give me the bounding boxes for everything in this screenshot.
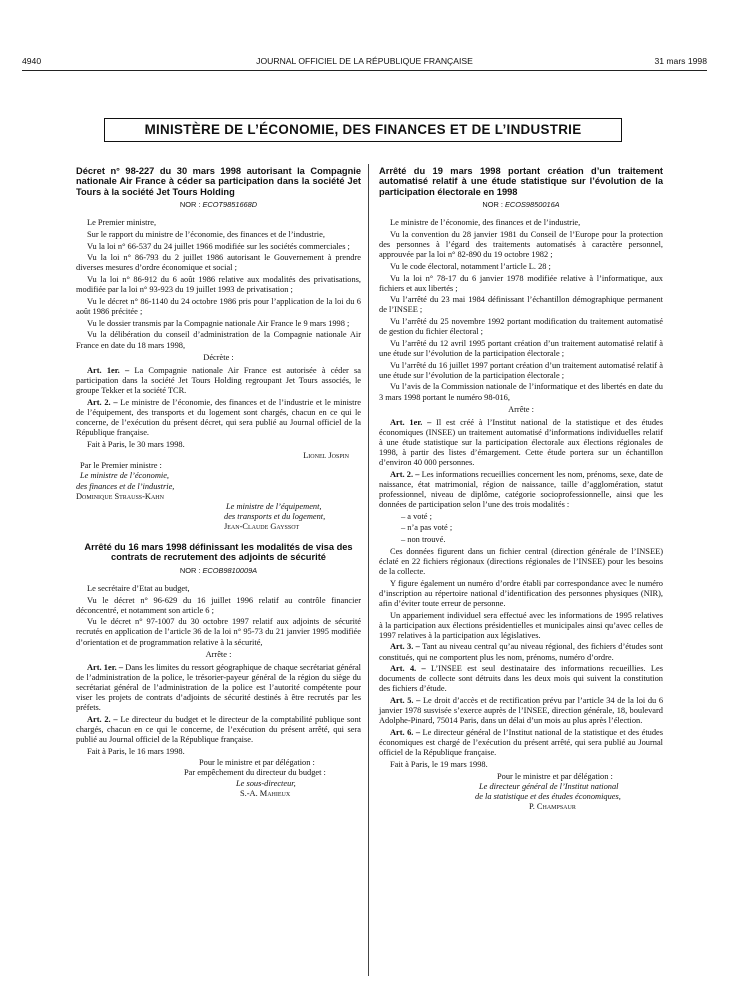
nor-reference: NOR : ECOB9810009A	[179, 565, 258, 575]
decree-intro: Le ministre de l’économie, des finances et de l’industrie,	[390, 218, 581, 228]
decree-intro: Le secrétaire d’Etat au budget,	[87, 583, 190, 593]
decree-formula: Décrète :	[203, 352, 234, 362]
decree-intro: Vu la loi n° 86-912 du 6 août 1986 relative aux modalités des privatisations, modifiée par la loi n° 93-923 du 19 juillet 1993 de privatisation ;	[76, 275, 361, 295]
article: Art. 2. – Le ministre de l’économie, des finances et de l’industrie et le ministre de l’équipement, des transports et du logement sont chargés, chacun en ce qui le concerne, de l’exécution du présent décret, qui sera publié au Journal officiel de la République française.	[76, 397, 361, 437]
signature-line: Par empêchement du directeur du budget :	[184, 768, 326, 778]
column-divider	[368, 164, 369, 976]
signature-line: Le sous-directeur,	[236, 778, 296, 788]
signature-line: des finances et de l’industrie,	[76, 481, 175, 491]
signature-line: Le directeur général de l’Institut national	[479, 781, 619, 791]
decree-intro: Vu le décret n° 97-1007 du 30 octobre 1997 relatif aux adjoints de sécurité recrutés en application de l’article 36 de la loi n° 95-73 du 21 janvier 1995 modifiée d’orientation et de programmation relative à la sécurité,	[76, 617, 361, 647]
signature-name: Jean-Claude Gayssot	[224, 521, 300, 531]
decree-intro: Sur le rapport du ministre de l’économie, des finances et de l’industrie,	[87, 230, 325, 239]
decree-intro: Vu la loi n° 86-793 du 2 juillet 1986 autorisant le Gouvernement à prendre diverses mesures d’ordre économique et social ;	[76, 253, 361, 273]
article: Art. 2. – Le directeur du budget et le directeur de la comptabilité publique sont chargés, chacun en ce qui le concerne, de l’exécution du présent arrêté, qui sera publié au Journal officiel de la République française.	[76, 714, 361, 744]
ministry-banner: MINISTÈRE DE L’ÉCONOMIE, DES FINANCES ET DE L’INDUSTRIE	[104, 118, 622, 142]
modality-item: – non trouvé.	[401, 535, 446, 545]
decree-intro: Vu l’arrêté du 23 mai 1984 définissant l’échantillon démographique permanent de l’INSEE ;	[379, 295, 663, 315]
signature-name: S.-A. Mahieux	[240, 788, 291, 798]
signature-name: Lionel Jospin	[303, 451, 349, 461]
decree-intro: Vu la loi n° 78-17 du 6 janvier 1978 modifiée relative à l’informatique, aux fichiers et aux libertés ;	[379, 273, 663, 293]
decree-intro: Vu la loi n° 66-537 du 24 juillet 1966 modifiée sur les sociétés commerciales ;	[87, 241, 350, 251]
modality-item: – n’a pas voté ;	[401, 523, 453, 533]
article: Art. 2. – Les informations recueillies concernent les nom, prénoms, sexe, date de naissance, état matrimonial, région de naissance, taille d’agglomération, statut professionnel, niveau de diplôme, catégorie socioprofessionnelle, ainsi que les données de participation selon l’une des trois modalités :	[379, 469, 664, 510]
nor-reference: NOR : ECOT9851668D	[179, 200, 258, 210]
decree-title: Décret n° 98-227 du 30 mars 1998 autorisant la Compagnie nationale Air France à céder sa participation dans la société Jet Tours à la société Jet Tours Holding	[76, 166, 361, 197]
article: Art. 5. – Le droit d’accès et de rectification prévu par l’article 34 de la loi du 6 janvier 1978 susvisée s’exerce auprès de l’INSEE, direction générale, 18, boulevard Adolphe-Pinard, 75014 Paris, dans un délai d’un mois au plus après l’élection.	[379, 696, 664, 726]
decree-intro: Vu le décret n° 96-629 du 16 juillet 1996 relatif au contrôle financier déconcentré, et notamment son article 6 ;	[76, 595, 361, 615]
signature-name: Dominique Strauss-Kahn	[76, 491, 164, 501]
decree-formula: Arrête :	[205, 649, 232, 659]
signature-line: Pour le ministre et par délégation :	[497, 771, 613, 781]
article: Art. 1er. – La Compagnie nationale Air France est autorisée à céder sa participation dans la société Jet Tours Holding regroupant Jet Tours associés, le groupe Tekker et la société TCR.	[76, 365, 361, 395]
decree-intro: Vu la convention du 28 janvier 1981 du Conseil de l’Europe pour la protection des personnes à l’égard des traitements automatisés à caractère personnel, approuvée par la loi n° 82-890 du 19 octobre 1982 ;	[379, 230, 663, 260]
decree-intro: Vu la délibération du conseil d’administration de la Compagnie nationale Air France en date du 18 mars 1998,	[76, 330, 361, 350]
signature-line: Le ministre de l’économie,	[80, 471, 170, 481]
article: Art. 6. – Le directeur général de l’Institut national de la statistique et des études économiques est chargé de l’exécution du présent arrêté, qui sera publié au Journal officiel de la République française.	[379, 728, 663, 758]
decree-intro: Vu le code électoral, notamment l’article L. 28 ;	[390, 261, 551, 271]
article: Art. 4. – L’INSEE est seul destinataire des informations recueillies. Les documents de collecte sont détruits dans les deux mois qui suivent la constitution des fichiers d’étude.	[379, 664, 663, 694]
done-at: Fait à Paris, le 19 mars 1998.	[390, 759, 488, 769]
decree-title: Arrêté du 19 mars 1998 portant création d’un traitement automatisé relatif à une étude statistique sur l’évolution de la participation électorale en 1998	[379, 166, 663, 197]
decree-intro: Le Premier ministre,	[87, 218, 157, 228]
modality-item: – a voté ;	[401, 511, 432, 521]
journal-title: JOURNAL OFFICIEL DE LA RÉPUBLIQUE FRANÇAISE	[256, 56, 473, 66]
issue-date: 31 mars 1998	[654, 56, 707, 66]
decree-intro: Vu l’avis de la Commission nationale de l’informatique et des libertés en date du 3 mars 1998 portant le numéro 98-016,	[379, 382, 663, 402]
signature-line: des transports et du logement,	[224, 511, 326, 521]
decree-intro: Vu l’arrêté du 16 juillet 1997 portant création d’un traitement automatisé relatif à une étude sur l’évolution de la participation électorale ;	[379, 360, 663, 380]
page-header	[22, 56, 707, 70]
signature-line: Le ministre de l’équipement,	[226, 501, 322, 511]
signature-line: Pour le ministre et par délégation :	[199, 758, 315, 768]
decree-intro: Vu l’arrêté du 12 avril 1995 portant création d’un traitement automatisé relatif à une étude sur l’évolution de la participation électorale ;	[379, 338, 663, 358]
header-rule	[22, 70, 707, 71]
article-paragraph: Y figure également un numéro d’ordre établi par correspondance avec le numéro d’inscription au répertoire national d’identification des personnes physiques (NIR), afin d’éviter toute erreur de personne.	[379, 578, 663, 608]
article: Art. 1er. – Il est créé à l’Institut national de la statistique et des études économiques (INSEE) un traitement automatisé d’informations individuelles relatif à une étude statistique sur la participation électorale aux élections régionales de 1998, à partir des listes d’émargement. Cette étude portera sur un échantillon d’environ 40 000 personnes.	[379, 417, 664, 468]
signature-line: Par le Premier ministre :	[80, 461, 162, 471]
decree-intro: Vu le décret n° 86-1140 du 24 octobre 1986 pris pour l’application de la loi du 6 août 1986 précitée ;	[76, 296, 361, 317]
decree-intro: Vu le dossier transmis par la Compagnie nationale Air France le 9 mars 1998 ;	[87, 318, 350, 328]
article-paragraph: Ces données figurent dans un fichier central (direction générale de l’INSEE) éclaté en 22 fichiers régionaux (directions régionales de l’INSEE) pour les besoins de la collecte.	[379, 546, 663, 577]
signature-line: de la statistique et des études économiques,	[475, 791, 621, 801]
decree-formula: Arrête :	[508, 404, 534, 414]
article-paragraph: Un appariement individuel sera effectué avec les informations de 1995 relatives à la participation aux élections présidentielles et municipales ainsi qu’avec celles de 1997 relatives à la participation aux législatives.	[379, 610, 663, 640]
done-at: Fait à Paris, le 30 mars 1998.	[87, 439, 185, 449]
article: Art. 3. – Tant au niveau central qu’au niveau régional, des fichiers d’études sont constitués, qui ne comportent plus les nom, prénoms, numéro d’ordre.	[379, 642, 663, 662]
article: Art. 1er. – Dans les limites du ressort géographique de chaque secrétariat général de l’administration de la police, le trésorier-payeur général de la région du siège du secrétariat général de l’administration de la police est l’autorité compétente pour viser les projets de contrats d’adjoints de sécurité destinés à être recrutés par les préfets.	[76, 662, 362, 713]
page-number: 4940	[22, 56, 42, 66]
done-at: Fait à Paris, le 16 mars 1998.	[87, 746, 185, 756]
signature-name: P. Champsaur	[529, 801, 576, 811]
right-column	[379, 166, 663, 812]
decree-title: Arrêté du 16 mars 1998 définissant les modalités de visa des contrats de recrutement des adjoints de sécurité	[84, 541, 353, 563]
decree-intro: Vu l’arrêté du 25 novembre 1992 portant modification du traitement automatisé de gestion du fichier électoral ;	[379, 317, 663, 337]
nor-reference: NOR : ECOS9850016A	[482, 200, 560, 210]
left-column	[76, 166, 361, 799]
